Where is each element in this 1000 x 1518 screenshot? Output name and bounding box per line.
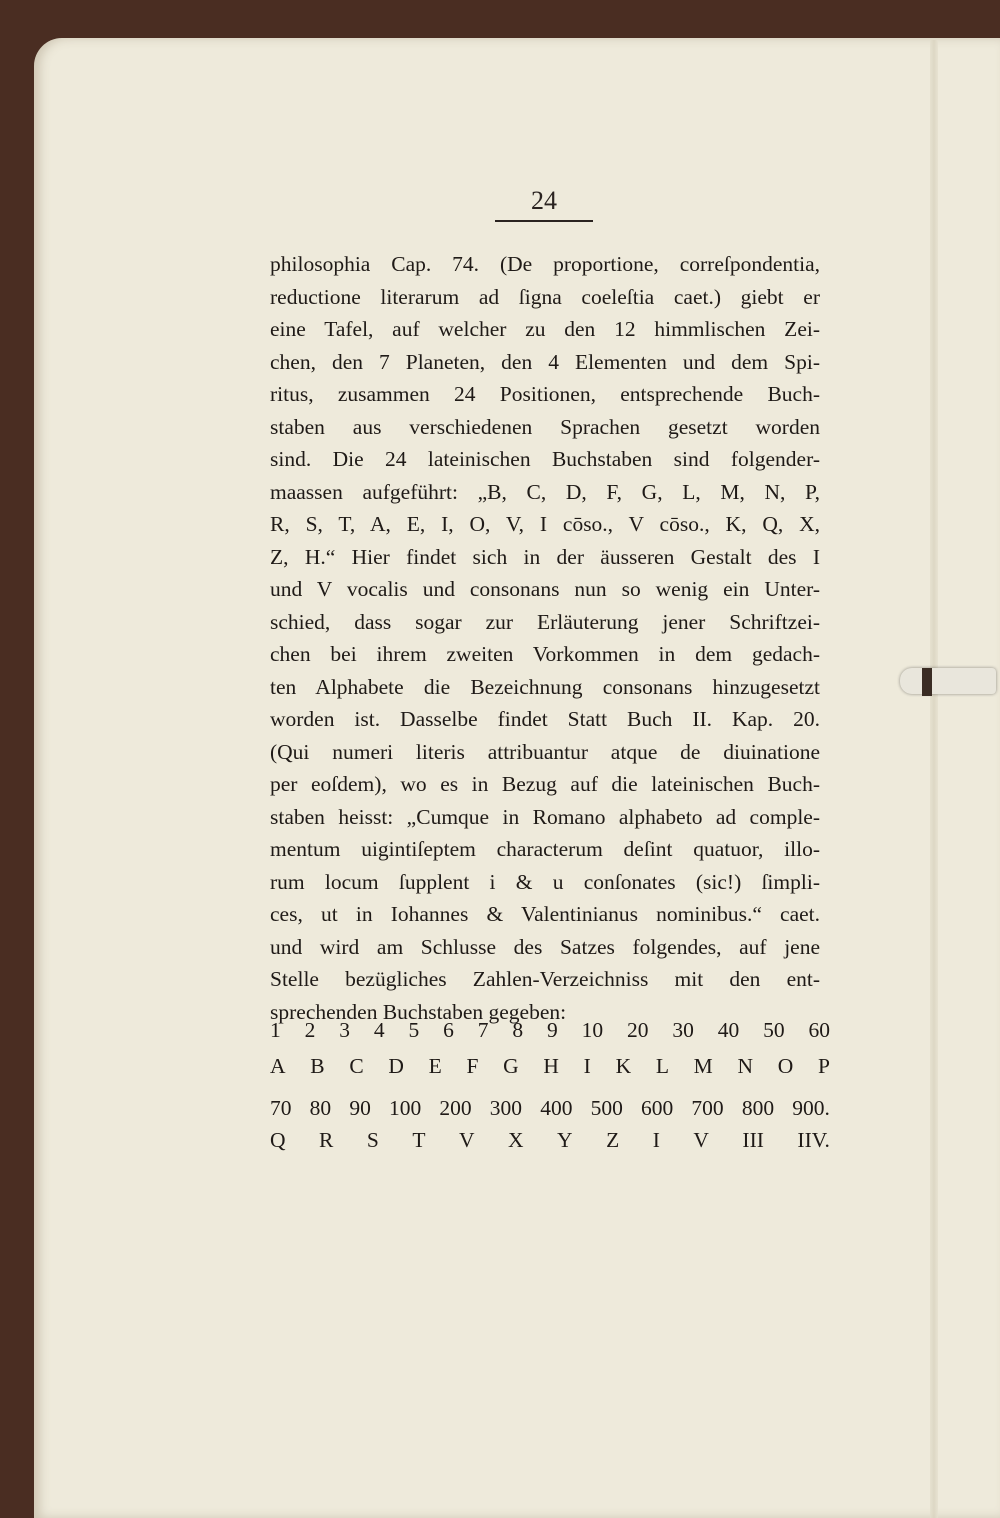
table-cell: I — [652, 1128, 660, 1152]
table-cell: G — [503, 1054, 519, 1078]
table-cell: R — [319, 1128, 334, 1152]
page-edge — [930, 40, 938, 1518]
table-cell: 600 — [641, 1096, 674, 1120]
number-row-1 — [270, 1018, 830, 1043]
table-cell: A — [270, 1054, 286, 1078]
table-cell: V — [693, 1128, 709, 1152]
table-cell: S — [366, 1128, 379, 1152]
table-cell: 7 — [477, 1018, 489, 1042]
table-cell: 500 — [590, 1096, 623, 1120]
table-cell: 700 — [691, 1096, 724, 1120]
text-line: staben heisst: „Cumque in Romano alphabeto ad comple- — [270, 804, 820, 829]
text-line: sprechenden Buchstaben gegeben: — [270, 999, 567, 1024]
table-cell: Q — [270, 1128, 286, 1152]
table-cell: 200 — [439, 1096, 472, 1120]
text-line: eine Tafel, auf welcher zu den 12 himmlischen Zei- — [270, 317, 820, 341]
table-cell: 80 — [309, 1096, 332, 1120]
table-cell: H — [543, 1054, 559, 1078]
text-line: R, S, T, A, E, I, O, V, I cōso., V cōso., K, Q, X, — [270, 512, 820, 536]
table-cell: 70 — [270, 1096, 292, 1120]
page-number-rule — [495, 220, 593, 222]
table-cell: D — [388, 1054, 404, 1078]
letter-row-2 — [270, 1128, 830, 1153]
table-cell: 900. — [792, 1096, 830, 1120]
table-cell: 6 — [443, 1018, 454, 1042]
table-cell: 90 — [349, 1096, 371, 1120]
table-cell: 30 — [672, 1018, 694, 1042]
text-line: maassen aufgeführt: „B, C, D, F, G, L, M, N, P, — [270, 479, 820, 504]
table-cell: IIV. — [797, 1128, 830, 1152]
table-cell: Z — [606, 1128, 620, 1152]
table-cell: 100 — [388, 1096, 422, 1120]
table-cell: I — [583, 1054, 591, 1078]
table-cell: T — [412, 1128, 426, 1152]
body-text — [270, 248, 820, 1028]
table-cell: C — [349, 1054, 364, 1078]
table-cell: 40 — [717, 1018, 740, 1042]
table-cell: 3 — [339, 1018, 350, 1042]
page-number: 24 — [531, 186, 557, 215]
text-line: (Qui numeri literis attribuantur atque de diuinatione — [270, 739, 820, 764]
table-cell: E — [428, 1054, 442, 1078]
text-line: Stelle bezügliches Zahlen-Verzeichniss mit den ent- — [270, 967, 820, 991]
table-cell: L — [655, 1054, 669, 1078]
text-line: staben aus verschiedenen Sprachen gesetzt worden — [270, 414, 820, 439]
table-cell: 50 — [763, 1018, 785, 1042]
table-cell: M — [693, 1054, 713, 1078]
table-cell: B — [310, 1054, 325, 1078]
table-cell: N — [737, 1054, 754, 1078]
table-cell: O — [777, 1054, 794, 1078]
table-cell: 400 — [540, 1096, 573, 1120]
text-line: Z, H.“ Hier findet sich in der äusseren Gestalt des I — [270, 544, 820, 569]
text-line: rum locum ſupplent i & u conſonates (sic!) ſimpli- — [270, 869, 820, 894]
text-line: per eoſdem), wo es in Bezug auf die lateinischen Buch- — [270, 772, 820, 796]
text-line: ritus, zusammen 24 Positionen, entsprechende Buch- — [270, 382, 820, 406]
table-cell: F — [466, 1054, 479, 1078]
table-cell: K — [615, 1054, 632, 1078]
table-cell: 2 — [304, 1018, 316, 1042]
table-cell: 5 — [408, 1018, 420, 1042]
table-cell: 8 — [512, 1018, 524, 1042]
text-line: ten Alphabete die Bezeichnung consonans hinzugesetzt — [270, 674, 820, 699]
text-line: chen bei ihrem zweiten Vorkommen in dem gedach- — [270, 642, 820, 666]
table-cell: 9 — [547, 1018, 558, 1042]
table-cell: 60 — [808, 1018, 830, 1042]
table-cell: 4 — [373, 1018, 385, 1042]
paper-tab-mark — [922, 668, 932, 696]
table-cell: 10 — [581, 1018, 604, 1042]
text-line: ces, ut in Iohannes & Valentinianus nominibus.“ caet. — [270, 902, 820, 926]
table-cell: 300 — [489, 1096, 523, 1120]
paper-tab — [900, 668, 996, 694]
table-cell: III — [742, 1128, 764, 1152]
table-cell: 1 — [270, 1018, 281, 1042]
table-cell: P — [818, 1054, 830, 1078]
letter-row-1 — [270, 1054, 830, 1079]
table-cell: 800 — [741, 1096, 775, 1120]
table-cell: X — [508, 1128, 524, 1152]
text-line: reductione literarum ad ſigna coeleſtia caet.) giebt er — [270, 284, 820, 309]
table-cell: V — [458, 1128, 475, 1152]
number-row-2 — [270, 1096, 830, 1121]
text-line: philosophia Cap. 74. (De proportione, correſpondentia, — [270, 252, 820, 276]
text-line: mentum uigintiſeptem characterum deſint quatuor, illo- — [270, 837, 820, 861]
text-line: und V vocalis und consonans nun so wenig ein Unter- — [270, 577, 820, 601]
text-line: und wird am Schlusse des Satzes folgendes, auf jene — [270, 934, 820, 959]
text-line: worden ist. Dasselbe findet Statt Buch II. Kap. 20. — [270, 707, 820, 731]
text-line: chen, den 7 Planeten, den 4 Elementen und dem Spi- — [270, 349, 820, 374]
text-line: sind. Die 24 lateinischen Buchstaben sind folgender- — [270, 447, 820, 471]
table-cell: 20 — [627, 1018, 649, 1042]
text-line: schied, dass sogar zur Erläuterung jener Schriftzei- — [270, 609, 820, 634]
table-cell: Y — [557, 1128, 573, 1152]
